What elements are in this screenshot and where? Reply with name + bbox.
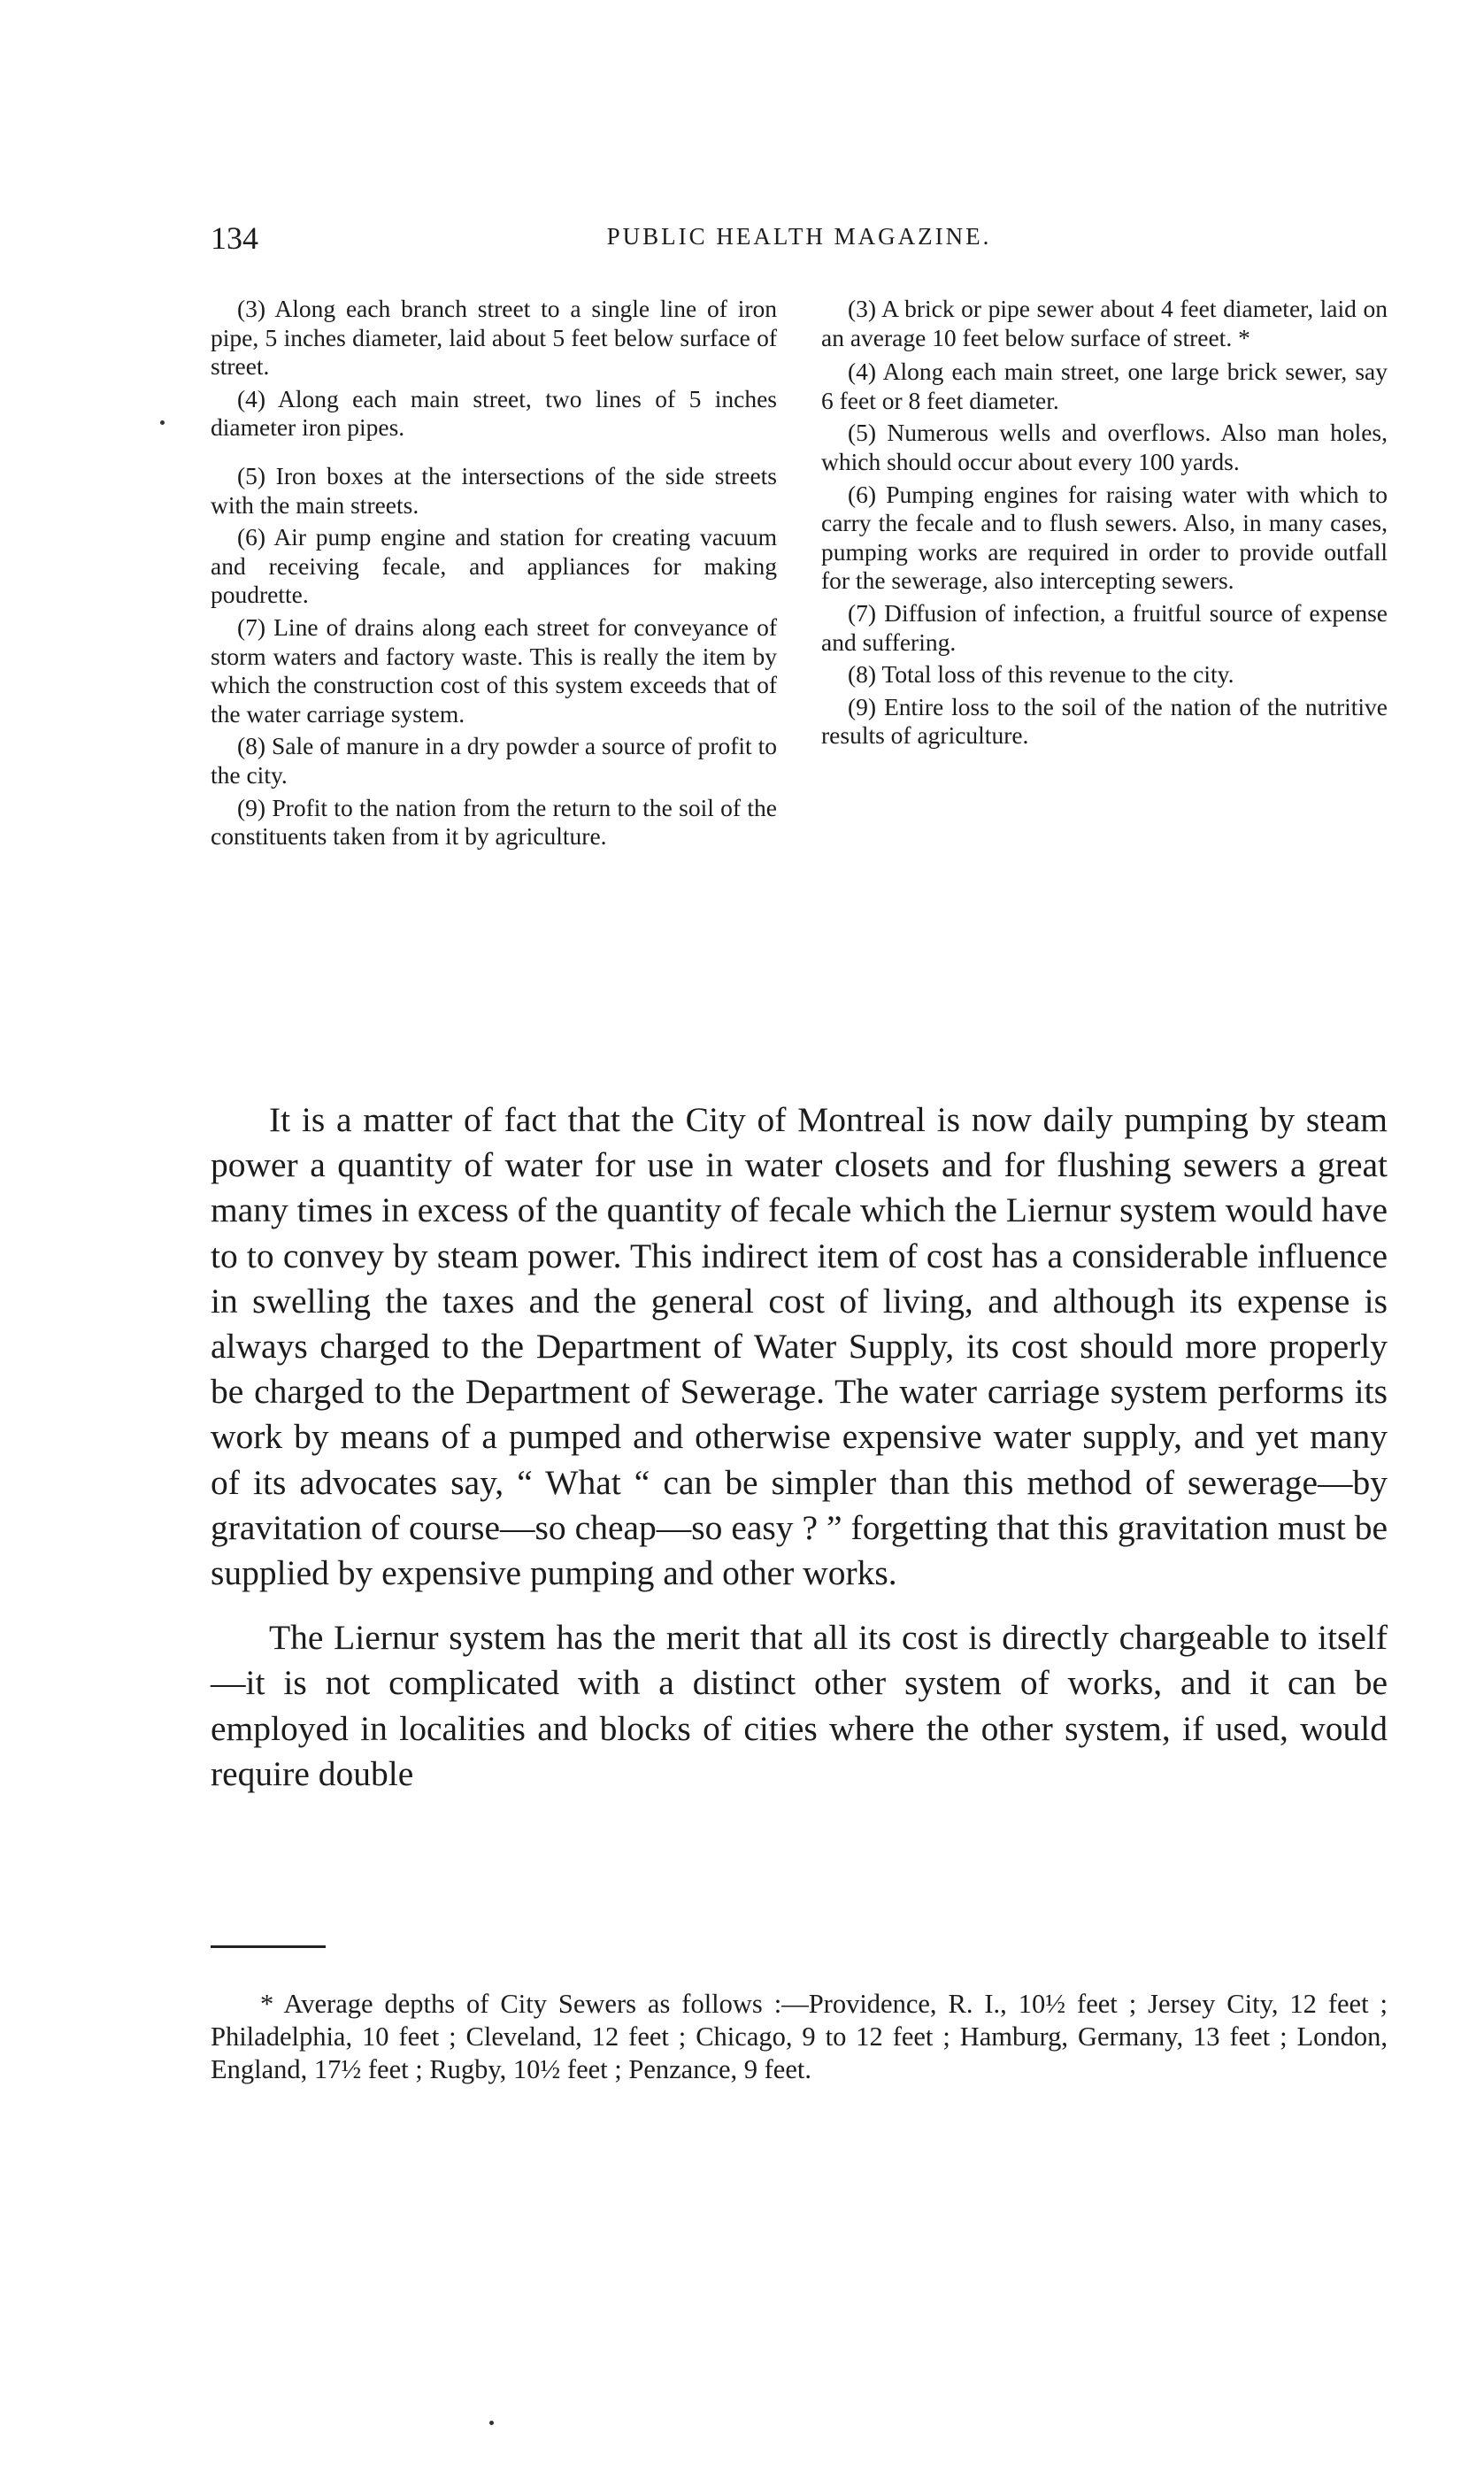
left-item-9: (9) Profit to the nation from the return to the soil of the constituents taken from it by agriculture.	[211, 793, 777, 851]
right-item-8: (8) Total loss of this revenue to the city.	[848, 660, 1234, 689]
right-item-9: (9) Entire loss to the soil of the nation of the nutritive results of agriculture.	[821, 692, 1388, 750]
stray-mark	[160, 420, 165, 425]
right-item-3: (3) A brick or pipe sewer about 4 feet diameter, laid on an average 10 feet below surface of street. *	[821, 295, 1388, 351]
footnote: * Average depths of City Sewers as follows :—Providence, R. I., 10½ feet ; Jersey City, 12 feet ; Philadelphia, 10 feet ; Cleveland, 12 feet ; Chicago, 9 to 12 feet ; Hamburg, Germany, 13 feet ; London, England, 17½ feet ; Rugby, 10½ feet ; Penzance, 9 feet.	[211, 1988, 1388, 2084]
left-item-8: (8) Sale of manure in a dry powder a source of profit to the city.	[211, 732, 777, 789]
stray-mark	[489, 2421, 494, 2425]
body-paragraph-1: It is a matter of fact that the City of Montreal is now daily pumping by steam power a quantity of water for use in water closets and for flushing sewers a great many times in excess of the quantity of fecale which the Liernur system would have to to convey by steam power. This indirect item of cost has a considerable influence in swelling the taxes and the general cost of living, and although its expense is always charged to the Department of Water Supply, its cost should more properly be charged to the Department of Sewerage. The water carriage system performs its work by means of a pumped and otherwise expensive water supply, and yet many of its advocates say, “ What “ can be simpler than this method of sewerage—by gravitation of course—so cheap—so easy ? ” forgetting that this gravitation must be supplied by expensive pumping and other works.	[211, 1100, 1388, 1593]
left-item-3: (3) Along each branch street to a single line of iron pipe, 5 inches diameter, laid about 5 feet below surface of street.	[211, 295, 777, 381]
left-item-5: (5) Iron boxes at the intersections of the side streets with the main streets.	[211, 461, 777, 519]
right-column-water-carriage-system	[821, 295, 1388, 754]
right-item-4: (4) Along each main street, one large brick sewer, say 6 feet or 8 feet diameter.	[821, 358, 1388, 414]
right-item-5: (5) Numerous wells and overflows. Also man holes, which should occur about every 100 yards.	[821, 419, 1388, 475]
body-paragraph-2: The Liernur system has the merit that all its cost is directly chargeable to itself—it is not complicated with a distinct other system of works, and it can be employed in localities and blocks of cities where the other system, if used, would require double	[211, 1618, 1388, 1793]
left-column-liernur-system	[211, 295, 777, 855]
page-number: 134	[211, 220, 258, 256]
right-item-6: (6) Pumping engines for raising water with which to carry the fecale and to flush sewers. Also, in many cases, pumping works are required in order to provide outfall for the sewerage, also intercepting sewers.	[821, 480, 1388, 595]
body-text	[211, 1097, 1388, 1816]
comparison-columns	[211, 295, 1388, 1091]
left-item-4: (4) Along each main street, two lines of 5 inches diameter iron pipes.	[211, 384, 777, 442]
running-head: PUBLIC HEALTH MAGAZINE.	[606, 223, 992, 250]
footnote-rule	[211, 1945, 326, 1948]
page-header	[211, 219, 1388, 264]
left-item-7: (7) Line of drains along each street for conveyance of storm waters and factory waste. This is really the item by which the construction cost of this system exceeds that of the water carriage system.	[211, 612, 777, 728]
right-item-7: (7) Diffusion of infection, a fruitful source of expense and suffering.	[821, 598, 1388, 656]
left-item-6: (6) Air pump engine and station for creating vacuum and receiving fecale, and appliances for making poudrette.	[211, 523, 777, 609]
